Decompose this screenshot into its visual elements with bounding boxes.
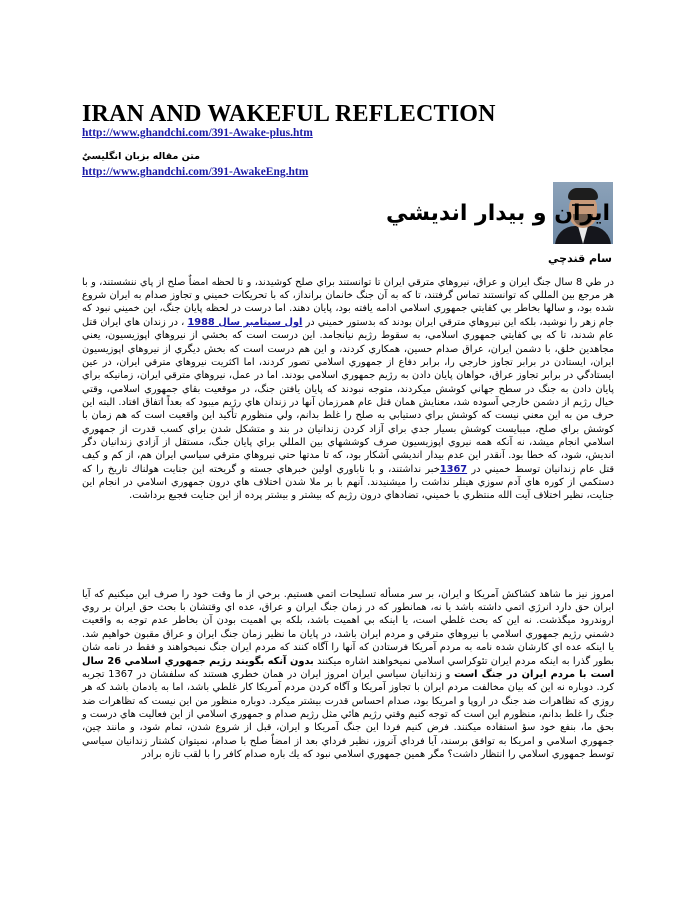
article-paragraph-1 xyxy=(82,276,614,503)
english-version-link[interactable]: http://www.ghandchi.com/391-AwakeEng.htm xyxy=(82,166,309,178)
paragraph-text: در طي 8 سال جنگ ايران و عراق، نيروهاي مترقي ايران تا توانستند براي صلح كوشيدند، و تا لحظه امضاٌ صلح از پاي ننشستند، و با هر مرجع بين المللي كه توانستند تماس گرفتند، تا كه به آن جنگ خانمان برانداز، كه با تحريكات خميني و تجاوز صدام به ايران شروع شده بود، و سالها بخاطر بي كفايتي جمهوري اسلامي ادامه يافته بود، پايان دهند. اما درست در لحظه پايان جنگ، اين خميني نبود كه جام زهر را نوشيد، بلكه اين نيروهاي مترقي ايران بودند كه بدستور خميني در xyxy=(82,276,614,328)
author-name: سام قندچي xyxy=(548,252,612,265)
bold-statement: بدون آنكه بگويند رژيم جمهوري اسلامي 26 سال است با مردم ايران در جنگ است xyxy=(82,655,614,680)
english-version-note: متن مقاله بزبان انگليسيٌ xyxy=(82,151,200,162)
paragraph-text: خبر نداشتند، و با ناباوري اولين خبرهاي جسته و گريخته اين جنايت هولناك تاريخ را كه دستكمي از كوره هاي آدم سوزي هيتلر نداشت را ميشنيدند. آنهم با بر ملا شدن اختلاف هاي درون جمهوري اسلامي در انجام اين جنايت، نظير اختلاف آيت الله منتظري با خميني، تضادهاي درون رژيم كه بيشتر و بيشتر پرده از اين جنايت فجيع برداشت. xyxy=(82,463,614,502)
date-link[interactable]: اول سپتامبر سال 1988 xyxy=(187,316,303,328)
year-link[interactable]: 1367 xyxy=(439,463,468,475)
persian-title: ايران و بيدار انديشي xyxy=(385,201,610,226)
paragraph-text: ، در زندان هاي ايران قتل عام شدند، تا كه بي كفايتي جمهوري اسلامي، به سقوط رژيم نيانجامد. اين درست است كه بخشي از نيروهاي اپوزيسيون، يعني مجاهدين خلق، با دشمن ايران، عراق صدام حسين، همكاري كردند، و اين هم درست است كه بخش ديگري از نيروهاي اپوزيسيون ايران، ايستادن در برابر تجاوز خارجي را، برابر دفاع از جمهوري اسلامي تصور كردند، اما اكثريت نيروهاي مترقي ايران، در عين ايستادگي در برابر تجاوز عراق، خواهان پايان دادن به رژيم جمهوري اسلامي بودند. اما در عمل، نيروهاي مترقي ايران، زمانيكه براي پايان دادن به جنگ در سطح جهاني كوشش ميكردند، متوجه نبودند كه پايان يافتن جنگ، در موقعيت بقاي جمهوري اسلامي، وقتي خيال رژيم از دشمن خارجي آسوده شد، معنايش همان قتل عام همرزمان آنها در زندان هاي رژيم ميبود كه بعداً اتفاق افتاد. البته اين حرف من به اين معني نيست كه كوشش براي دستيابي به صلح را غلط بدانم، ولي منظورم تأكيد اين واقعيت است كه هم زمان با كوشش براي صلح، ميبايست كوشش بسيار جدي براي آزاد كردن زندانيان در بند و متشكل شدن براي كسب قدرت از جمهوري اسلامي انجام ميشد، نه آنكه همه نيروي اپوزيسيون صرف كوششهاي بين المللي براي پايان جنگ، مستقل از آزادي زندانيان دگر انديش، شود، كه خطا بود. آنقدر اين عدم بيدار انديشي آشكار بود، كه تا مدتها حتي نيروهاي مترقي سياسي ايران هم، از كم و كيف قتل عام زندانيان توسط خميني در xyxy=(82,316,614,475)
awake-plus-link[interactable]: http://www.ghandchi.com/391-Awake-plus.htm xyxy=(82,127,313,139)
article-paragraph-2 xyxy=(82,588,614,761)
paragraph-text: و زندانيان سياسي ايران امروز ايران در همان خطري هستند كه سلفشان در 1367 تجربه كرد. دوباره نه اين كه بيان مخالفت مردم ايران با تجاوز آمريكا و آگاه كردن مردم آمريكا كار غلطي باشد، اما به يادمان باشد كه هر روزي كه تظاهرات ضد جنگ در اروپا و امريكا بود، صدام احساس قدرت بيشتر ميكرد. دوباره منظور من اين نيست كه تظاهرات ضد جنگ را غلط بدانم، منظورم اين است كه توجه كنيم وقتي رژيم هائي مثل رژيم صدام و جمهوري اسلامي از اين فعاليت هاي درست و بحق ما، بنفع خود سؤ استفاده ميكنند. فرض كنيم فردا اين جنگ آمريكا و ايران، قبل از شروع شدن، تمام شود، و مانند چين، جمهوري اسلامي و امريكا به توافق برسند، آيا فرداي آنروز، نظير فرداي بعد از امضاٌ صلح با صدام، نميتوان كشتار زندانيان سياسي توسط جمهوري اسلامي را انتظار داشت؟ مگر همين جمهوري اسلامي نبود كه يك باره صدام كافر را با لقب تازه برادر xyxy=(82,668,614,760)
paragraph-text: امروز نيز ما شاهد كشاكش آمريكا و ايران، بر سر مسأله تسليحات اتمي هستيم. برخي از ما وقت خود را صرف اين ميكنيم كه آيا ايران حق دارد انرژي اتمي داشته باشد يا نه، همانطور كه در زمان جنگ ايران و عراق، عده اي وقتشان با بحث حق ايران بر روي اروندرود ميگذشت. نه اين كه بحث غلطي است، يا اينكه بي اهميت باشد، بلكه بي اهميت بودن آن بخاطر عدم توجه به واقعيت دشمني رژيم جمهوري اسلامي با نيروهاي مترقي و مردم ايران باشد، در پايان ما نظير زمان جنگ ايران و عراق مقبون خواهيم شد. يا اينكه عده اي كارشان شده نامه به مردم آمريكا فرستادن كه آنها را آگاه كنند كه مردم ايران جنگ نميخواهند و فقط در نامه شان بطور گذرا به اينكه مردم ايران تئوكراسي اسلامي نميخواهند اشاره ميكنند xyxy=(82,588,614,667)
page-title: IRAN AND WAKEFUL REFLECTION xyxy=(82,101,496,127)
